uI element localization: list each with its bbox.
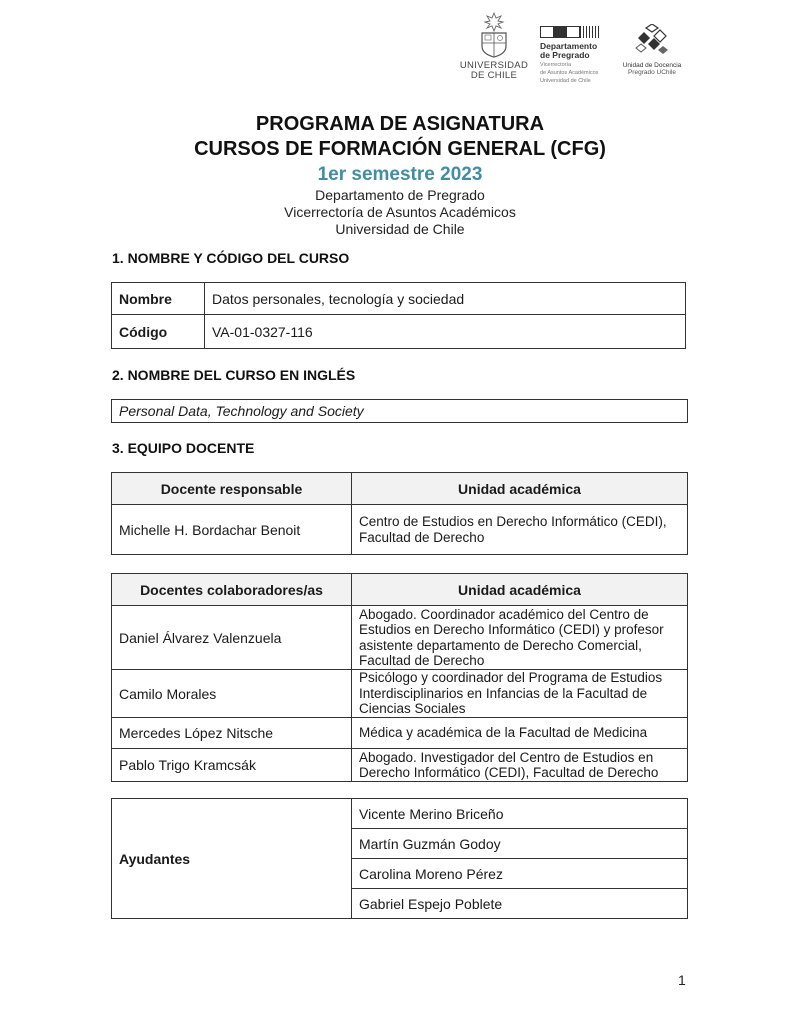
docentes-colaboradores-table: [111, 573, 688, 782]
responsable-unit: Centro de Estudios en Derecho Informático (CEDI), Facultad de Derecho: [352, 505, 688, 555]
unidad-docencia-logo: [612, 24, 692, 76]
colaborador-unit: Psicólogo y coordinador del Programa de Estudios Interdisciplinarios en Infancias de la Facultad de Ciencias Sociales: [352, 670, 688, 718]
table-row: [112, 315, 686, 349]
pregrado-logo-small3: Universidad de Chile: [540, 78, 591, 84]
table-row: [112, 606, 688, 670]
colaborador-unit: Médica y académica de la Facultad de Medicina: [352, 718, 688, 749]
semester-label: 1er semestre 2023: [317, 164, 483, 185]
docencia-logo-line1: Unidad de Docencia: [622, 62, 682, 69]
logo-text-line2: DE CHILE: [470, 70, 518, 81]
title-block: [0, 112, 800, 238]
document-title-line2: CURSOS DE FORMACIÓN GENERAL (CFG): [194, 138, 606, 160]
nombre-label: Nombre: [112, 283, 205, 315]
pregrado-logo-small2: de Asuntos Académicos: [540, 70, 599, 76]
vicerrectoria-label: Vicerrectoría de Asuntos Académicos: [284, 204, 516, 220]
codigo-label: Código: [112, 315, 205, 349]
colaborador-unit: Abogado. Coordinador académico del Centro de Estudios en Derecho Informático (CEDI) y profesor asistente departamento de Derecho Comercial, Facultad de Derecho: [352, 606, 688, 670]
pregrado-logo-line2: de Pregrado: [540, 50, 590, 60]
section-3-heading: 3. EQUIPO DOCENTE: [112, 440, 255, 456]
ayudante-name: Martín Guzmán Godoy: [352, 829, 688, 859]
table-row: [112, 670, 688, 718]
document-title-line1: PROGRAMA DE ASIGNATURA: [255, 113, 545, 135]
departamento-pregrado-logo: [540, 26, 610, 84]
colaborador-unit: Abogado. Investigador del Centro de Estudios en Derecho Informático (CEDI), Facultad de Derecho: [352, 749, 688, 782]
course-name-code-table: [111, 282, 686, 349]
colaborador-name: Camilo Morales: [112, 670, 352, 718]
unidad-academica-header: Unidad académica: [352, 473, 688, 505]
table-row: [112, 283, 686, 315]
ayudante-name: Vicente Merino Briceño: [352, 799, 688, 829]
english-name-value: Personal Data, Technology and Society: [112, 400, 688, 423]
page-number: 1: [678, 972, 686, 988]
responsable-name: Michelle H. Bordachar Benoit: [112, 505, 352, 555]
ayudantes-table: [111, 798, 688, 919]
logo-text-line1: UNIVERSIDAD: [459, 60, 529, 71]
table-row: [112, 400, 688, 423]
ayudante-name: Gabriel Espejo Poblete: [352, 889, 688, 919]
section-2-heading: 2. NOMBRE DEL CURSO EN INGLÉS: [112, 367, 356, 383]
colaboradores-unit-header: Unidad académica: [352, 574, 688, 606]
pregrado-logo-line1: Departamento: [540, 41, 598, 51]
university-label: Universidad de Chile: [335, 221, 465, 237]
department-label: Departamento de Pregrado: [315, 187, 485, 203]
table-row: [112, 718, 688, 749]
table-row: [112, 505, 688, 555]
docencia-logo-line2: Pregrado UChile: [627, 69, 677, 76]
codigo-value: VA-01-0327-116: [205, 315, 686, 349]
pregrado-logo-small1: Vicerrectoría: [540, 62, 572, 68]
ayudantes-label: Ayudantes: [112, 799, 352, 919]
table-header-row: [112, 574, 688, 606]
universidad-de-chile-logo: [452, 12, 536, 81]
university-seal-icon: [474, 12, 514, 58]
colaboradores-header: Docentes colaboradores/as: [112, 574, 352, 606]
docente-responsable-table: [111, 472, 688, 555]
colaborador-name: Daniel Álvarez Valenzuela: [112, 606, 352, 670]
docente-responsable-header: Docente responsable: [112, 473, 352, 505]
table-row: [112, 749, 688, 782]
header-logos: [452, 12, 692, 88]
docencia-mark-icon: [632, 24, 672, 58]
colaborador-name: Pablo Trigo Kramcsák: [112, 749, 352, 782]
ayudante-name: Carolina Moreno Pérez: [352, 859, 688, 889]
pregrado-bars-icon: [540, 26, 602, 38]
nombre-value: Datos personales, tecnología y sociedad: [205, 283, 686, 315]
table-row: [112, 799, 688, 829]
table-header-row: [112, 473, 688, 505]
english-name-table: [111, 399, 688, 423]
section-1-heading: 1. NOMBRE Y CÓDIGO DEL CURSO: [112, 250, 350, 266]
colaborador-name: Mercedes López Nitsche: [112, 718, 352, 749]
